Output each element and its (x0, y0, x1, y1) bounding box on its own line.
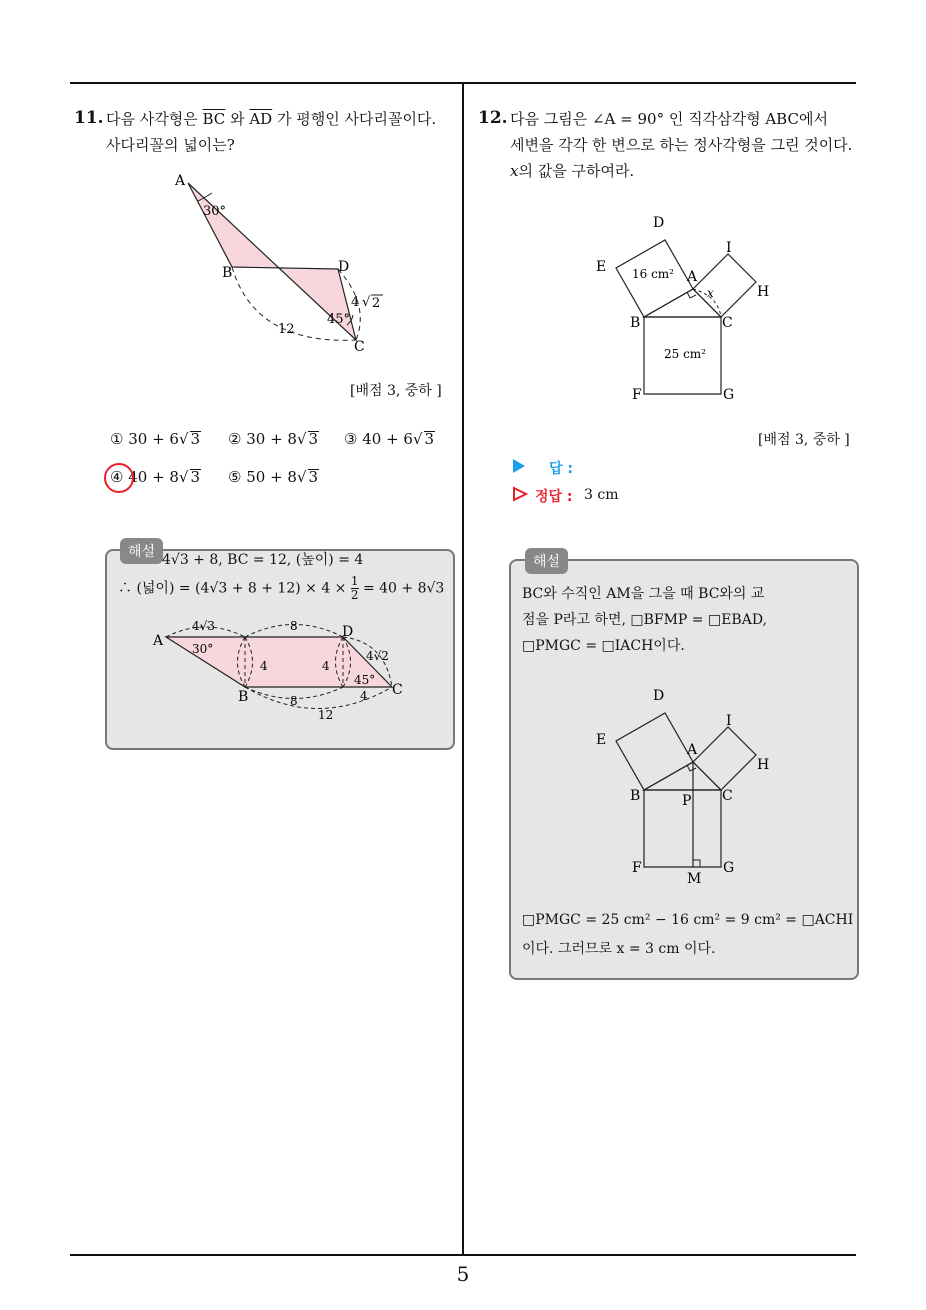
fraction-numerator: 1 (350, 574, 359, 588)
q12-solution-figure (590, 683, 780, 888)
q12-right-angle-mark (687, 292, 696, 298)
q11-label-a: A (175, 173, 186, 189)
sol12-label-m: M (687, 871, 702, 887)
sol-arc-bottom-total (245, 687, 392, 709)
q12-score: [배점 3, 중하 ] (758, 432, 850, 448)
q11-label-b: B (222, 265, 233, 281)
column-divider (462, 83, 464, 1255)
bottom-rule (70, 1254, 856, 1256)
sol-label-b: B (238, 689, 249, 705)
q12-label-e: E (596, 259, 607, 275)
page-number: 5 (456, 1262, 470, 1286)
sol12-label-d: D (653, 688, 665, 704)
choice-root: 3 (424, 430, 435, 448)
choice-number: ④ (110, 468, 124, 486)
q12-prompt-line1 (510, 106, 828, 132)
q11-prompt-line1 (106, 106, 436, 132)
q12-text-c: 의 값을 구하여라. (518, 162, 635, 180)
q12-solution-tag: 해설 (525, 548, 568, 574)
q11-number: 11. (74, 108, 104, 128)
sol12-label-c: C (722, 788, 733, 804)
choice-number: ③ (344, 430, 358, 448)
sol12-label-a: A (687, 742, 698, 758)
q12-text-a: 다음 그림은 ∠A = 90 (510, 110, 657, 128)
sol12-label-b: B (630, 788, 641, 804)
q11-score: [배점 3, 중하 ] (350, 383, 442, 399)
q12-label-g: G (723, 387, 735, 403)
q11-angle-c-label: 45° (327, 312, 351, 327)
q11-text-b: 와 (230, 110, 245, 128)
q11-side-cd-root: 2 (372, 296, 381, 311)
q12-square-medium (693, 254, 756, 317)
choice-value: 30 + 6 (128, 430, 179, 448)
sol-height-2-label: 4 (322, 659, 330, 673)
sol12-triangle-abc (644, 762, 721, 790)
q12-label-c: C (722, 315, 733, 331)
choice-value: 40 + 6 (362, 430, 413, 448)
choice-root: 3 (308, 430, 319, 448)
q12-solution-p1-line2: 점을 P라고 하면, □BFMP = □EBAD, (522, 612, 768, 628)
q12-label-f: F (632, 387, 642, 403)
q12-prompt-line3 (510, 158, 634, 184)
q12-solution-p1-line1: BC와 수직인 AM을 그을 때 BC와의 교 (522, 586, 765, 602)
sol-right-side-label: 4√2 (366, 649, 389, 663)
answer-play-icon (513, 459, 525, 473)
q11-solution-line2a: ∴ (넓이) = (4√3 + 8 + 12) × 4 × (118, 580, 347, 597)
sol-label-a: A (153, 633, 164, 649)
q12-correct-value: 3 cm (584, 487, 619, 503)
q12-area-small: 16 cm² (632, 267, 674, 281)
q11-text-a: 다음 사각형은 (106, 110, 198, 128)
choice-value: 50 + 8 (246, 468, 297, 486)
q12-correct-label: 정답 : (535, 489, 573, 505)
q12-pythagoras-figure (590, 210, 780, 405)
q12-solution-p2-line2: 이다. 그러므로 x = 3 cm 이다. (522, 941, 716, 957)
sol-bottom-total-label: 12 (318, 708, 334, 722)
q12-label-i: I (726, 240, 732, 256)
choice-number: ① (110, 430, 124, 448)
q11-solution-fraction (351, 575, 359, 602)
q11-angle-a-label: 30° (203, 204, 227, 219)
q11-label-c: C (354, 339, 365, 355)
sol-label-d: D (342, 624, 354, 640)
sol-angle-c-label: 45° (354, 673, 376, 687)
sol12-label-i: I (726, 713, 732, 729)
q11-choice-3[interactable]: ③ 40 + 6√ 3 (344, 430, 435, 448)
q12-label-h: H (757, 284, 770, 300)
sol-label-c: C (392, 682, 403, 698)
q12-solution-p2-line1: □PMGC = 25 cm² − 16 cm² = 9 cm² = □ACHI (522, 912, 854, 928)
sol12-label-p: P (682, 793, 692, 809)
sol-angle-a-label: 30° (192, 642, 214, 656)
q11-solution-line2 (118, 575, 444, 602)
q11-label-d: D (338, 259, 350, 275)
q12-label-b: B (630, 315, 641, 331)
choice-root: 3 (190, 430, 201, 448)
q11-choice-4[interactable]: ④ 40 + 8√ 3 (110, 468, 201, 486)
q11-side-cd-label: 4 (351, 295, 360, 310)
q11-solution-line2b: = 40 + 8√3 (362, 580, 445, 597)
q11-side-cd-root-sign: √ (362, 295, 371, 310)
sol-bottom-right-label: 4 (360, 689, 368, 703)
q12-number: 12. (478, 108, 508, 128)
q11-solution-figure (150, 612, 410, 727)
correct-answer-icon (512, 486, 528, 502)
sol12-label-g: G (723, 860, 735, 876)
sol12-label-f: F (632, 860, 642, 876)
choice-root: 3 (308, 468, 319, 486)
sol12-right-angle-m (693, 860, 700, 867)
choice-value: 30 + 8 (246, 430, 297, 448)
q12-text-b: ° 인 직각삼각형 ABC에서 (656, 110, 828, 128)
sol12-square-small (616, 713, 693, 790)
q12-solution-p1-line3: □PMGC = □IACH이다. (522, 638, 685, 654)
answer-circle-mark (104, 463, 134, 493)
q12-area-large: 25 cm² (664, 347, 706, 361)
q12-x-label: x (707, 286, 714, 300)
sol-top-left-label: 4√3 (192, 619, 215, 633)
sol12-label-e: E (596, 732, 607, 748)
sol-bottom-mid-label: 8 (290, 694, 298, 708)
q11-prompt-line2: 사다리꼴의 넓이는? (106, 136, 235, 154)
q11-choice-2[interactable]: ② 30 + 8√ 3 (228, 430, 319, 448)
q11-text-c: 가 평행인 사다리꼴이다. (276, 110, 437, 128)
q12-label-d: D (653, 215, 665, 231)
q12-answer-label: 답 : (549, 461, 573, 477)
q11-solution-line1: 4√3 + 8, BC = 12, (높이) = 4 (162, 552, 364, 568)
choice-value: 40 + 8 (128, 468, 179, 486)
sol12-right-angle-a (687, 765, 696, 771)
q12-x-var: x (510, 162, 519, 180)
q11-seg-ad: $\overline{AD}$ (249, 110, 273, 128)
sol12-square-medium (693, 727, 756, 790)
choice-root: 3 (190, 468, 201, 486)
q11-solution-tag: 해설 (120, 538, 163, 564)
q12-prompt-line2: 세변을 각각 한 변으로 하는 정사각형을 그린 것이다. (510, 136, 853, 154)
q12-label-a: A (687, 269, 698, 285)
choice-number: ⑤ (228, 468, 242, 486)
sol-height-1-label: 4 (260, 659, 268, 673)
sol-top-mid-label: 8 (290, 619, 298, 633)
q11-choice-5[interactable]: ⑤ 50 + 8√ 3 (228, 468, 319, 486)
fraction-denominator: 2 (350, 588, 359, 602)
q11-side-bc-label: 12 (278, 322, 295, 337)
q11-choice-1[interactable]: ① 30 + 6√ 3 (110, 430, 201, 448)
choice-number: ② (228, 430, 242, 448)
sol12-label-h: H (757, 757, 770, 773)
q11-seg-bc: $\overline{BC}$ (202, 110, 226, 128)
q11-trapezoid-figure (160, 165, 400, 360)
